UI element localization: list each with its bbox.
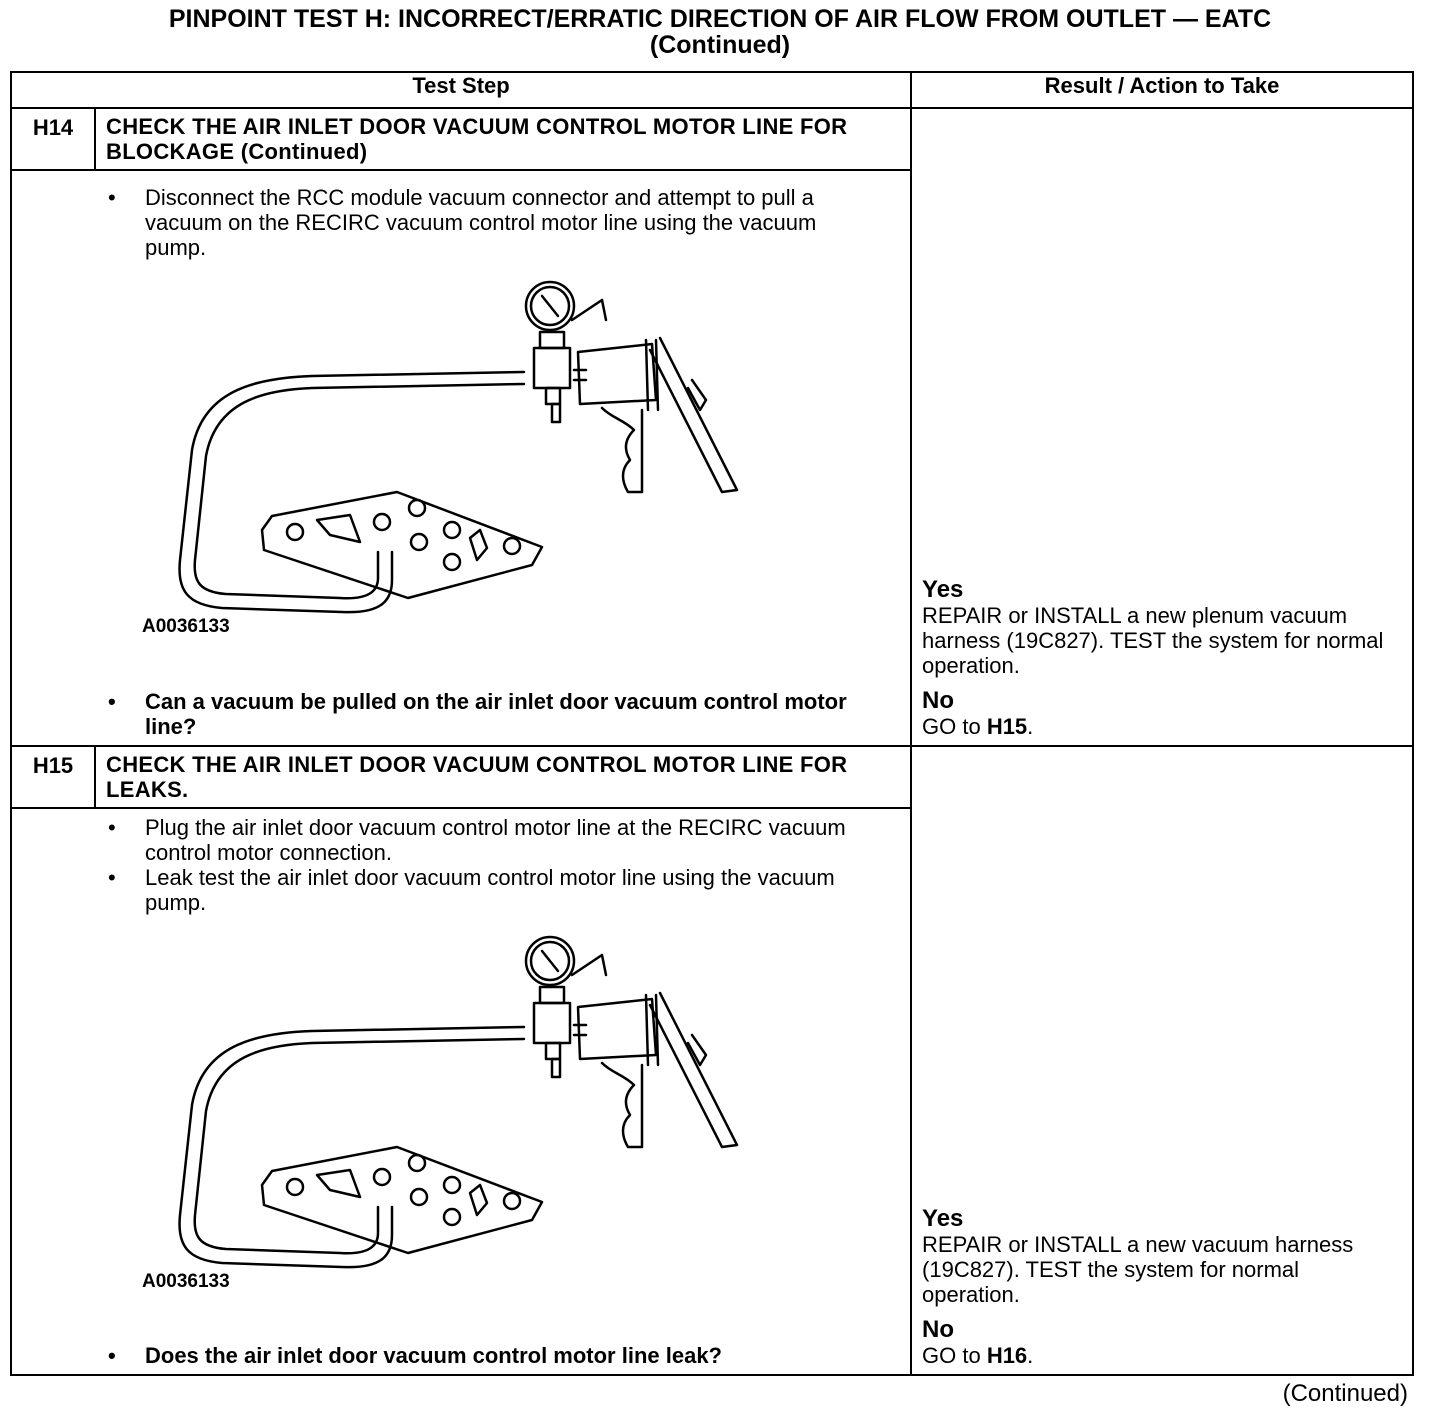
list-item-question: • Does the air inlet door vacuum control motor line leak? <box>108 1343 722 1368</box>
no-action: GO to H15. <box>922 714 1034 739</box>
yes-action: REPAIR or INSTALL a new vacuum harness (19C827). TEST the system for normal operation. <box>922 1232 1354 1307</box>
continued-footer: (Continued) <box>1282 1380 1408 1407</box>
list-item-question: • Can a vacuum be pulled on the air inlet door vacuum control motor line? <box>108 689 847 739</box>
vacuum-pump-illustration <box>12 260 912 672</box>
step-h14-body <box>11 170 911 746</box>
step-title: CHECK THE AIR INLET DOOR VACUUM CONTROL MOTOR LINE FOR LEAKS. <box>95 746 911 808</box>
list-item: • Leak test the air inlet door vacuum control motor line using the vacuum pump. <box>108 865 835 915</box>
step-h14-result <box>911 108 1413 746</box>
yes-action: REPAIR or INSTALL a new plenum vacuum harness (19C827). TEST the system for normal operation. <box>922 603 1384 678</box>
header-result: Result / Action to Take <box>911 72 1413 108</box>
step-h15-title-row <box>11 746 1413 808</box>
goto-step-link: H16 <box>986 1343 1028 1368</box>
figure-label: A0036133 <box>142 1271 230 1292</box>
vacuum-pump-figure <box>12 260 910 672</box>
title-line-2: (Continued) <box>649 31 791 59</box>
step-id: H14 <box>11 108 95 170</box>
step-id: H15 <box>11 746 95 808</box>
step-h15-result <box>911 746 1413 1375</box>
no-label: No <box>922 687 955 714</box>
yes-label: Yes <box>922 1205 964 1232</box>
no-action: GO to H16. <box>922 1343 1034 1368</box>
pinpoint-test-table <box>10 71 1414 1376</box>
title-line-1: PINPOINT TEST H: INCORRECT/ERRATIC DIRECTION OF AIR FLOW FROM OUTLET — EATC <box>168 5 1272 33</box>
vacuum-pump-illustration <box>12 915 912 1327</box>
no-label: No <box>922 1316 955 1343</box>
step-h14-title-row <box>11 108 1413 170</box>
figure-label: A0036133 <box>142 616 230 637</box>
step-h15-body <box>11 808 911 1375</box>
yes-label: Yes <box>922 576 964 603</box>
vacuum-pump-figure <box>12 915 910 1327</box>
page-title <box>0 6 1440 58</box>
list-item: • Plug the air inlet door vacuum control motor line at the RECIRC vacuum control motor connection. <box>108 815 846 865</box>
table-header-row <box>11 72 1413 108</box>
list-item: • Disconnect the RCC module vacuum connector and attempt to pull a vacuum on the RECIRC vacuum control motor line using the vacuum pump. <box>108 185 817 260</box>
step-title: CHECK THE AIR INLET DOOR VACUUM CONTROL MOTOR LINE FOR BLOCKAGE (Continued) <box>95 108 911 170</box>
goto-step-link: H15 <box>986 714 1028 739</box>
header-test-step: Test Step <box>11 72 911 108</box>
